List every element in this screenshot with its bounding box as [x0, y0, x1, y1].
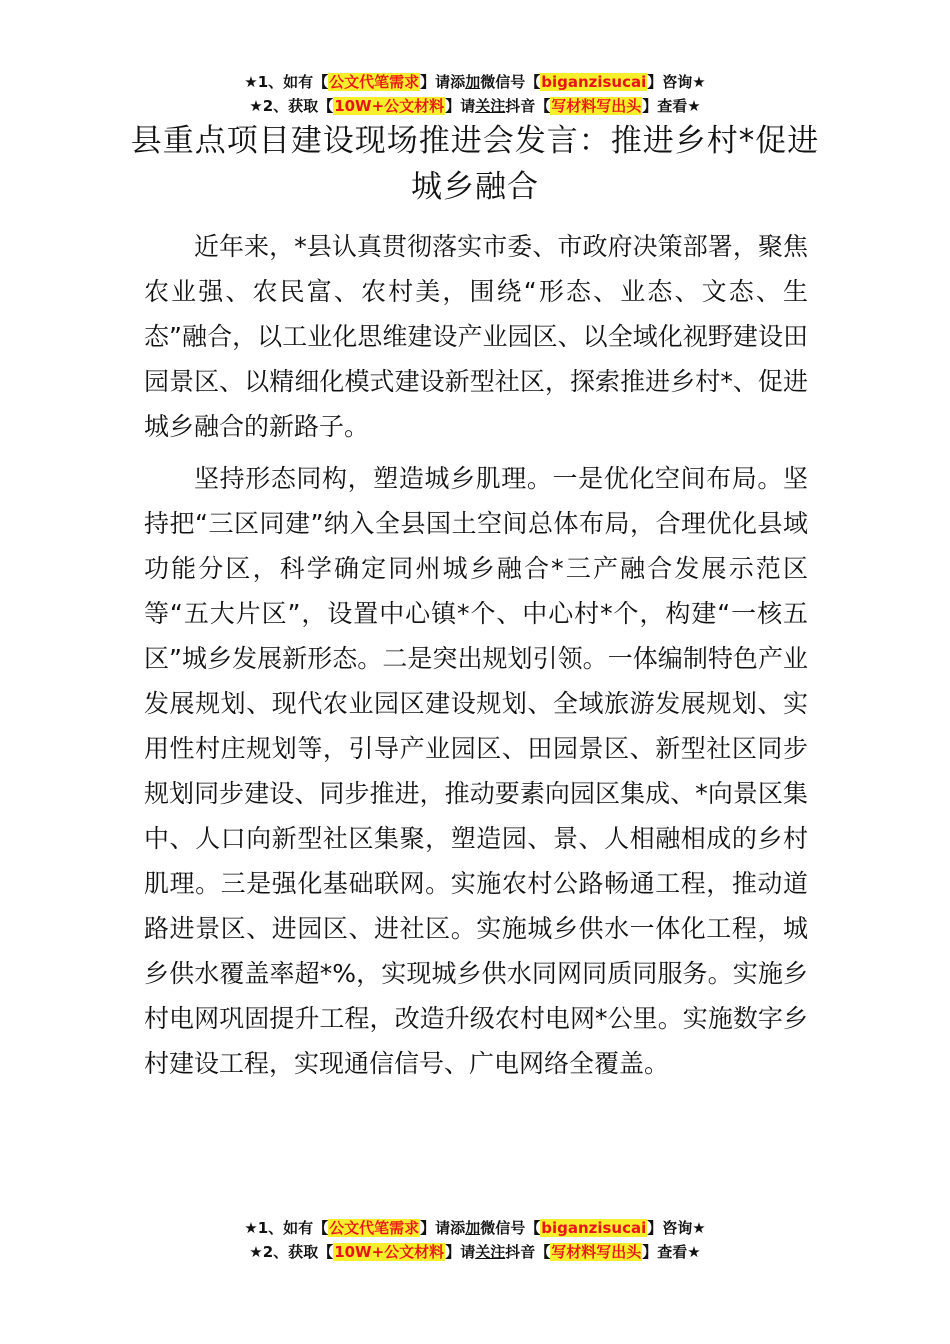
promo-highlight: 10W+公文材料	[334, 97, 445, 115]
header-promo-banner	[0, 70, 950, 118]
promo-highlight: biganzisucai	[541, 1219, 647, 1237]
promo-highlight: 写材料写出头	[551, 97, 642, 115]
paragraph: 近年来，*县认真贯彻落实市委、市政府决策部署，聚焦农业强、农民富、农村美，围绕“形态、业态、文态、生态”融合，以工业化思维建设产业园区、以全域化视野建设田园景区、以精细化模式建设新型社区，探索推进乡村*、促进城乡融合的新路子。	[144, 232, 808, 441]
promo-text: ★2、获取【	[249, 1243, 334, 1261]
promo-highlight: 公文代笔需求	[329, 73, 420, 91]
promo-underlined: 加	[465, 1219, 481, 1237]
paragraph: 坚持形态同构，塑造城乡肌理。一是优化空间布局。坚持把“三区同建”纳入全县国土空间总体布局，合理优化县域功能分区，科学确定同州城乡融合*三产融合发展示范区等“五大片区”，设置中心镇*个、中心村*个，构建“一核五区”城乡发展新形态。二是突出规划引领。一体编制特色产业发展规划、现代农业园区建设规划、全域旅游发展规划、实用性村庄规划等，引导产业园区、田园景区、新型社区同步规划同步建设、同步推进，推动要素向园区集成、*向景区集中、人口向新型社区集聚，塑造园、景、人相融相成的乡村肌理。三是强化基础联网。实施农村公路畅通工程，推动道路进景区、进园区、进社区。实施城乡供水一体化工程，城乡供水覆盖率超*%，实现城乡供水同网同质同服务。实施乡村电网巩固提升工程，改造升级农村电网*公里。实施数字乡村建设工程，实现通信信号、广电网络全覆盖。	[144, 464, 808, 1078]
footer-promo-banner	[0, 1216, 950, 1264]
promo-text: ★2、获取【	[249, 97, 334, 115]
promo-line-1	[0, 1216, 950, 1240]
promo-text: 微信号【	[480, 73, 541, 91]
promo-text: 】请	[445, 1243, 476, 1261]
promo-text: 微信号【	[480, 1219, 541, 1237]
document-title: 县重点项目建设现场推进会发言：推进乡村*促进城乡融合	[130, 123, 820, 205]
promo-text: 】请添	[420, 1219, 466, 1237]
promo-text: 】咨询★	[647, 73, 706, 91]
promo-line-1	[0, 70, 950, 94]
promo-text: 】查看★	[642, 97, 701, 115]
promo-underlined: 加	[465, 73, 481, 91]
promo-underlined: 关注	[475, 1243, 506, 1261]
document-body	[144, 224, 808, 1093]
promo-text: 】请添	[420, 73, 466, 91]
promo-text: 】请	[445, 97, 476, 115]
promo-text: ★1、如有【	[244, 1219, 329, 1237]
promo-underlined: 关注	[475, 97, 506, 115]
promo-text: 】查看★	[642, 1243, 701, 1261]
promo-highlight: 10W+公文材料	[334, 1243, 445, 1261]
promo-line-2	[0, 1240, 950, 1264]
promo-line-2	[0, 94, 950, 118]
promo-highlight: biganzisucai	[541, 73, 647, 91]
promo-text: ★1、如有【	[244, 73, 329, 91]
promo-text: 】咨询★	[647, 1219, 706, 1237]
promo-text: 抖音【	[505, 1243, 551, 1261]
promo-text: 抖音【	[505, 97, 551, 115]
promo-highlight: 公文代笔需求	[329, 1219, 420, 1237]
promo-highlight: 写材料写出头	[551, 1243, 642, 1261]
